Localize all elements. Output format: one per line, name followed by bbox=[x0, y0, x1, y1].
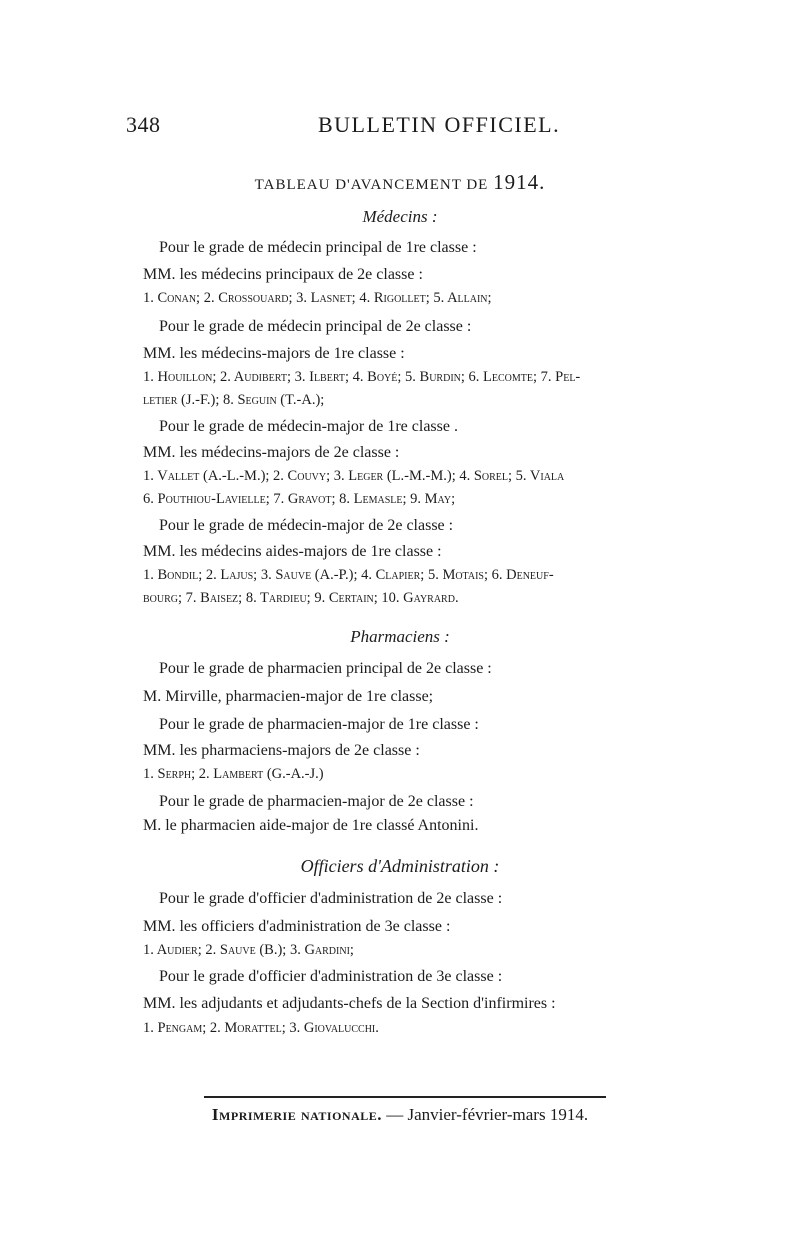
names-list: 1. Bondil; 2. Lajus; 3. Sauve (A.-P.); 4. Clapier; 5. Motais; 6. Deneuf- bbox=[143, 567, 554, 583]
paragraph: MM. les médecins-majors de 2e classe : bbox=[143, 444, 400, 461]
paragraph: MM. les médecins aides-majors de 1re classe : bbox=[143, 543, 442, 560]
tableau-year: 1914. bbox=[493, 170, 546, 194]
names-list: 1. Serph; 2. Lambert (G.-A.-J.) bbox=[143, 766, 324, 782]
tableau-heading bbox=[0, 170, 800, 195]
section-heading-pharmaciens: Pharmaciens : bbox=[350, 627, 450, 646]
paragraph: Pour le grade d'officier d'administration de 2e classe : bbox=[159, 890, 503, 907]
imprint-date: — Janvier-février-mars 1914. bbox=[386, 1105, 589, 1124]
names-list: letier (J.-F.); 8. Seguin (T.-A.); bbox=[143, 392, 325, 408]
paragraph: M. Mirville, pharmacien-major de 1re classe; bbox=[143, 688, 434, 705]
paragraph: MM. les pharmaciens-majors de 2e classe : bbox=[143, 742, 420, 759]
paragraph: MM. les médecins-majors de 1re classe : bbox=[143, 345, 405, 362]
paragraph: Pour le grade de pharmacien-major de 2e classe : bbox=[159, 793, 474, 810]
section-heading-medecins: Médecins : bbox=[362, 207, 438, 226]
paragraph: Pour le grade d'officier d'administration de 3e classe : bbox=[159, 968, 503, 985]
paragraph: Pour le grade de médecin-major de 2e classe : bbox=[159, 517, 454, 534]
paragraph: Pour le grade de médecin principal de 2e classe : bbox=[159, 318, 472, 335]
paragraph: Pour le grade de pharmacien principal de 2e classe : bbox=[159, 660, 492, 677]
page-number: 348 bbox=[126, 112, 161, 137]
names-list: bourg; 7. Baisez; 8. Tardieu; 9. Certain; 10. Gayrard. bbox=[143, 590, 459, 606]
footer-rule bbox=[204, 1096, 606, 1098]
paragraph: Pour le grade de pharmacien-major de 1re classe : bbox=[159, 716, 479, 733]
paragraph: MM. les adjudants et adjudants-chefs de la Section d'infirmires : bbox=[143, 995, 556, 1012]
paragraph: MM. les officiers d'administration de 3e classe : bbox=[143, 918, 451, 935]
running-title: BULLETIN OFFICIEL. bbox=[318, 112, 561, 137]
paragraph: Pour le grade de médecin-major de 1re classe . bbox=[159, 418, 458, 435]
tableau-text: TABLEAU D'AVANCEMENT DE bbox=[254, 177, 489, 193]
names-list: 1. Pengam; 2. Morattel; 3. Giovalucchi. bbox=[143, 1020, 379, 1036]
paragraph: Pour le grade de médecin principal de 1re classe : bbox=[159, 239, 477, 256]
footer-imprint bbox=[0, 1105, 800, 1125]
names-list: 1. Vallet (A.-L.-M.); 2. Couvy; 3. Leger (L.-M.-M.); 4. Sorel; 5. Viala bbox=[143, 468, 565, 484]
paragraph: M. le pharmacien aide-major de 1re classé Antonini. bbox=[143, 817, 479, 834]
paragraph: MM. les médecins principaux de 2e classe : bbox=[143, 266, 423, 283]
imprint-name: Imprimerie nationale. bbox=[211, 1105, 382, 1124]
section-heading-officiers: Officiers d'Administration : bbox=[300, 856, 500, 876]
names-list: 6. Pouthiou-Lavielle; 7. Gravot; 8. Lemasle; 9. May; bbox=[143, 491, 456, 507]
names-list: 1. Conan; 2. Crossouard; 3. Lasnet; 4. Rigollet; 5. Allain; bbox=[143, 290, 492, 306]
names-list: 1. Houillon; 2. Audibert; 3. Ilbert; 4. Boyé; 5. Burdin; 6. Lecomte; 7. Pel- bbox=[143, 369, 581, 385]
names-list: 1. Audier; 2. Sauve (B.); 3. Gardini; bbox=[143, 942, 354, 958]
